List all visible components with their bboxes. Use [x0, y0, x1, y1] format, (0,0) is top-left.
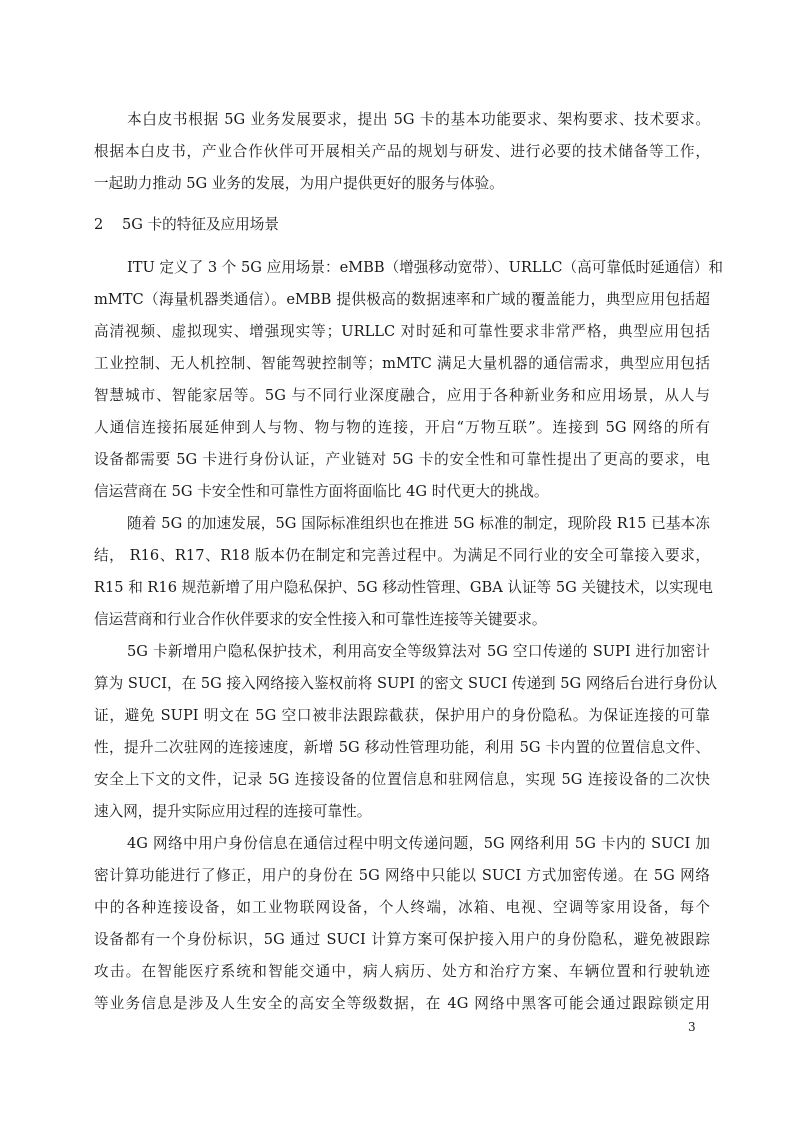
- para1-line-8: 信运营商在 5G 卡安全性和可靠性方面将面临比 4G 时代更大的挑战。: [94, 483, 549, 500]
- para1-line-7: 设备都需要 5G 卡进行身份认证，产业链对 5G 卡的安全性和可靠性提出了更高的要求，电: [94, 451, 710, 468]
- para2-line-4: 信运营商和行业合作伙伴要求的安全性接入和可靠性连接等关键要求。: [94, 611, 547, 628]
- para2-line-1: 随着 5G 的加速发展，5G 国际标准组织也在推进 5G 标准的制定，现阶段 R15 已基本冻: [127, 515, 710, 532]
- para1-line-5: 智慧城市、智能家居等。5G 与不同行业深度融合，应用于各种新业务和应用场景，从人与: [94, 387, 710, 404]
- para4-line-2: 密计算功能进行了修正，用户的身份在 5G 网络中只能以 SUCI 方式加密传递。在 5G 网络: [94, 867, 710, 884]
- para3-line-5: 安全上下文的文件，记录 5G 连接设备的位置信息和驻网信息，实现 5G 连接设备的二次快: [94, 771, 710, 788]
- para4-line-6: 等业务信息是涉及人生安全的高安全等级数据，在 4G 网络中黑客可能会通过跟踪锁定用: [94, 995, 710, 1012]
- para3-line-2: 算为 SUCI，在 5G 接入网络接入鉴权前将 SUPI 的密文 SUCI 传递到 5G 网络后台进行身份认: [94, 675, 718, 692]
- intro-line-1: 本白皮书根据 5G 业务发展要求，提出 5G 卡的基本功能要求、架构要求、技术要求。: [127, 111, 710, 128]
- para1-line-3: 高清视频、虚拟现实、增强现实等；URLLC 对时延和可靠性要求非常严格，典型应用包括: [94, 323, 710, 340]
- page-number: 3: [688, 1020, 696, 1034]
- para1-line-4: 工业控制、无人机控制、智能驾驶控制等；mMTC 满足大量机器的通信需求，典型应用包括: [94, 355, 710, 372]
- intro-line-2: 根据本白皮书，产业合作伙伴可开展相关产品的规划与研发、进行必要的技术储备等工作，: [94, 143, 710, 160]
- para1-line-1: ITU 定义了 3 个 5G 应用场景：eMBB（增强移动宽带）、URLLC（高可靠低时延通信）和: [127, 259, 724, 276]
- para1-line-6: 人通信连接拓展延伸到人与物、物与物的连接，开启“万物互联”。连接到 5G 网络的所有: [94, 419, 710, 436]
- para3-line-6: 速入网，提升实际应用过程的连接可靠性。: [94, 803, 372, 820]
- para1-line-2: mMTC（海量机器类通信）。eMBB 提供极高的数据速率和广域的覆盖能力，典型应用包括超: [94, 291, 710, 308]
- para2-line-2: 结， R16、R17、R18 版本仍在制定和完善过程中。为满足不同行业的安全可靠接入要求，: [94, 547, 710, 564]
- para3-line-3: 证，避免 SUPI 明文在 5G 空口被非法跟踪截获，保护用户的身份隐私。为保证连接的可靠: [94, 707, 710, 724]
- section-title: 5G 卡的特征及应用场景: [122, 216, 279, 233]
- intro-line-3: 一起助力推动 5G 业务的发展，为用户提供更好的服务与体验。: [94, 175, 504, 192]
- para4-line-3: 中的各种连接设备，如工业物联网设备，个人终端，冰箱、电视、空调等家用设备，每个: [94, 899, 710, 916]
- para4-line-4: 设备都有一个身份标识，5G 通过 SUCI 计算方案可保护接入用户的身份隐私，避免被跟踪: [94, 931, 710, 948]
- para4-line-1: 4G 网络中用户身份信息在通信过程中明文传递问题，5G 网络利用 5G 卡内的 SUCI 加: [127, 835, 710, 852]
- para2-line-3: R15 和 R16 规范新增了用户隐私保护、5G 移动性管理、GBA 认证等 5G 关键技术，以实现电: [94, 579, 713, 596]
- section-number: 2: [94, 216, 104, 233]
- para3-line-1: 5G 卡新增用户隐私保护技术，利用高安全等级算法对 5G 空口传递的 SUPI 进行加密计: [127, 643, 710, 660]
- para4-line-5: 攻击。在智能医疗系统和智能交通中，病人病历、处方和治疗方案、车辆位置和行驶轨迹: [94, 963, 710, 980]
- section-heading: [94, 215, 279, 235]
- para3-line-4: 性，提升二次驻网的连接速度，新增 5G 移动性管理功能，利用 5G 卡内置的位置信息文件、: [94, 739, 710, 756]
